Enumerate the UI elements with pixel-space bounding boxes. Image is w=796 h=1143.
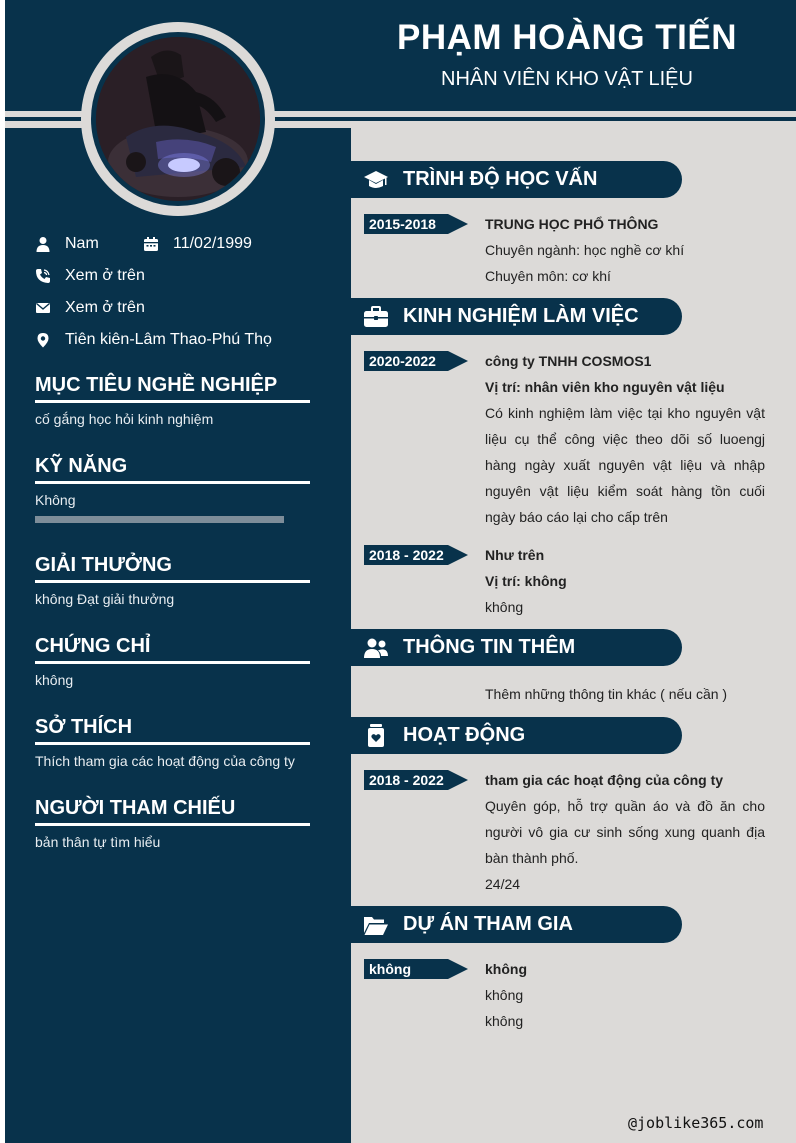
phone-row (35, 267, 145, 285)
awards-heading: GIẢI THƯỞNG (35, 554, 310, 583)
date-tag-arrow (448, 214, 468, 234)
activities-description: Quyên góp, hỗ trợ quần áo và đồ ăn cho người vô gia cư sinh sống xung quanh địa bàn thành phố. (485, 798, 765, 866)
projects-date: không (364, 959, 448, 979)
experience-description-1: Có kinh nghiệm làm việc tại kho nguyên vật liệu cụ thể công việc theo dõi số luoengj hàng ngày xuất nguyên vật liệu và nhập nguyên vật liệu kiểm soát hàng tồn cuối ngày báo cáo lại cho cấp trên (485, 405, 765, 525)
education-date-tag (364, 214, 468, 234)
certificates-heading: CHỨNG CHỈ (35, 635, 310, 664)
experience-position-2: Vị trí: không (485, 573, 567, 589)
activities-extra: 24/24 (485, 876, 521, 892)
objective-section (35, 374, 310, 427)
email-row (35, 299, 145, 317)
charity-jar-icon (363, 723, 389, 749)
envelope-icon (35, 300, 51, 316)
phone-value: Xem ở trên (65, 267, 145, 284)
birthdate-row (143, 235, 252, 253)
folder-open-icon (363, 912, 389, 938)
experience-company-1: công ty TNHH COSMOS1 (485, 353, 652, 369)
hobbies-text: Thích tham gia các hoạt động của công ty (35, 753, 295, 769)
education-school: TRUNG HỌC PHỔ THÔNG (485, 216, 659, 232)
graduation-cap-icon (363, 167, 389, 193)
watermark: @joblike365.com (628, 1114, 764, 1132)
candidate-name: PHẠM HOÀNG TIẾN (397, 18, 737, 57)
references-heading: NGƯỜI THAM CHIẾU (35, 797, 310, 826)
briefcase-icon (363, 304, 389, 330)
additional-text: Thêm những thông tin khác ( nếu cần ) (485, 686, 728, 702)
date-tag-arrow (448, 545, 468, 565)
projects-line-2: không (485, 1013, 524, 1029)
email-value: Xem ở trên (65, 299, 145, 316)
address-value: Tiên kiên-Lâm Thao-Phú Thọ (65, 331, 272, 348)
education-major: Chuyên ngành: học nghề cơ khí (485, 242, 685, 258)
education-heading: TRÌNH ĐỘ HỌC VẤN (403, 168, 598, 190)
hobbies-section (35, 716, 310, 769)
additional-entry (485, 681, 765, 707)
experience-position-1: Vị trí: nhân viên kho nguyên vật liệu (485, 379, 725, 395)
address-row (35, 331, 272, 349)
experience-description-2: không (485, 599, 524, 615)
projects-banner (351, 906, 682, 943)
activities-entry (485, 767, 765, 897)
hobbies-heading: SỞ THÍCH (35, 716, 310, 745)
job-title: NHÂN VIÊN KHO VẬT LIỆU (441, 68, 693, 90)
phone-icon (35, 268, 51, 284)
experience-date-1: 2020-2022 (364, 351, 448, 371)
certificates-section (35, 635, 310, 688)
avatar (96, 37, 260, 201)
experience-heading: KINH NGHIỆM LÀM VIỆC (403, 305, 639, 327)
date-tag-arrow (448, 770, 468, 790)
references-section (35, 797, 310, 850)
additional-banner (351, 629, 682, 666)
projects-entry (485, 956, 765, 1034)
calendar-icon (143, 236, 159, 252)
projects-line-1: không (485, 987, 524, 1003)
experience-date-tag-2 (364, 545, 468, 565)
skills-heading: KỸ NĂNG (35, 455, 310, 484)
skill-name: Không (35, 492, 76, 508)
objective-text: cố gắng học hỏi kinh nghiệm (35, 411, 214, 427)
awards-text: không Đạt giải thưởng (35, 591, 175, 607)
certificates-text: không (35, 672, 74, 688)
education-banner (351, 161, 682, 198)
experience-company-2: Như trên (485, 547, 545, 563)
education-specialty: Chuyên môn: cơ khí (485, 268, 611, 284)
user-icon (35, 236, 51, 252)
cv-page (5, 0, 796, 1143)
skills-section (35, 455, 310, 523)
projects-date-tag (364, 959, 468, 979)
skill-level-bar (35, 516, 284, 523)
experience-entry-1 (485, 348, 765, 530)
gender-row (35, 235, 99, 253)
experience-entry-2 (485, 542, 765, 620)
date-tag-arrow (448, 959, 468, 979)
activities-banner (351, 717, 682, 754)
activities-heading: HOẠT ĐỘNG (403, 724, 526, 746)
projects-title: không (485, 961, 527, 977)
activities-date: 2018 - 2022 (364, 770, 448, 790)
education-entry (485, 211, 765, 289)
experience-date-2: 2018 - 2022 (364, 545, 448, 565)
map-pin-icon (35, 332, 51, 348)
references-text: bản thân tự tìm hiểu (35, 834, 161, 850)
gender-value: Nam (65, 235, 99, 252)
projects-heading: DỰ ÁN THAM GIA (403, 913, 573, 935)
date-tag-arrow (448, 351, 468, 371)
experience-banner (351, 298, 682, 335)
birthdate-value: 11/02/1999 (173, 235, 252, 252)
additional-heading: THÔNG TIN THÊM (403, 636, 576, 658)
users-icon (363, 635, 389, 661)
objective-heading: MỤC TIÊU NGHỀ NGHIỆP (35, 374, 310, 403)
awards-section (35, 554, 310, 607)
education-date: 2015-2018 (364, 214, 448, 234)
experience-date-tag-1 (364, 351, 468, 371)
activities-title: tham gia các hoạt động của công ty (485, 772, 724, 788)
activities-date-tag (364, 770, 468, 790)
